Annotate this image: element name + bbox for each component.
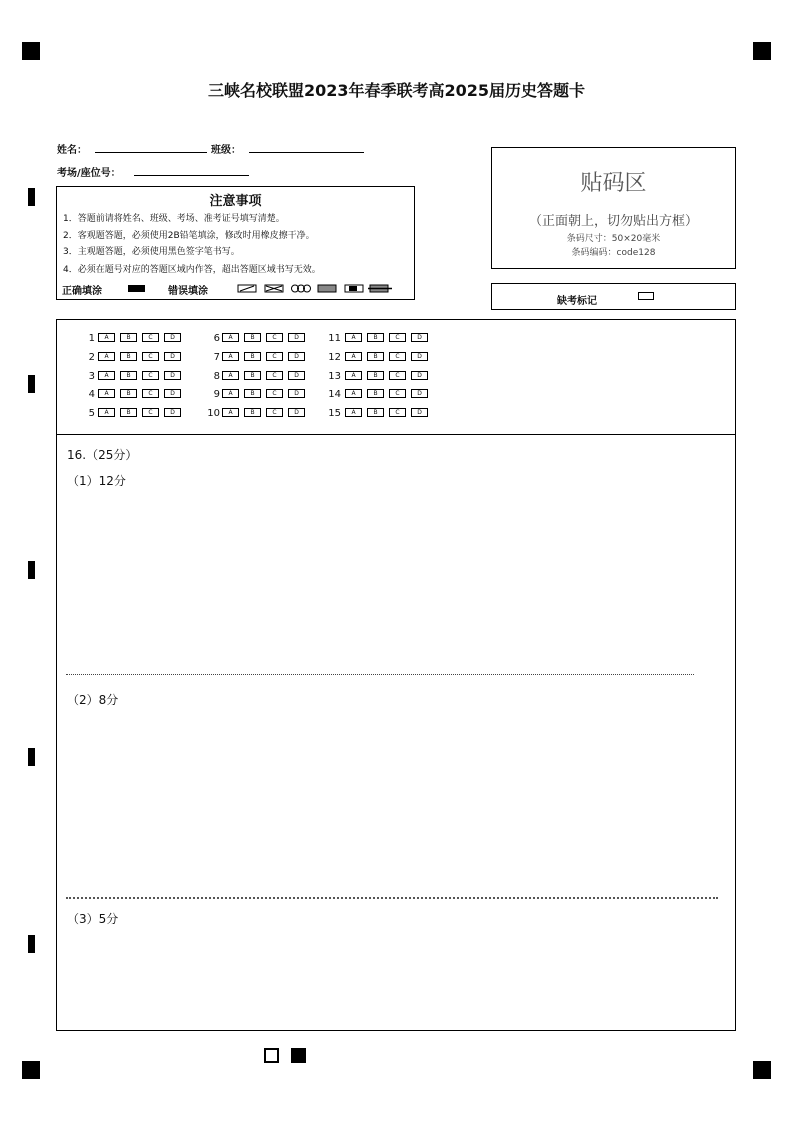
essay-section[interactable] <box>56 434 736 1031</box>
choice-bubble-a[interactable]: A <box>98 371 115 380</box>
choice-bubble-b[interactable]: B <box>367 408 384 417</box>
choice-bubble-a[interactable]: A <box>222 352 239 361</box>
absent-mark-checkbox[interactable] <box>638 292 654 300</box>
class-label: 班级： <box>211 145 241 156</box>
wrong-fill-label: 错误填涂 <box>168 286 208 297</box>
choice-bubble-d[interactable]: D <box>288 389 305 398</box>
barcode-code: 条码编码：code128 <box>571 248 656 258</box>
choice-bubble-d[interactable]: D <box>164 389 181 398</box>
choice-bubble-c[interactable]: C <box>389 333 406 342</box>
question-number: 15 <box>328 408 341 419</box>
choice-bubble-d[interactable]: D <box>288 371 305 380</box>
choice-bubble-d[interactable]: D <box>288 352 305 361</box>
choice-bubble-c[interactable]: C <box>389 352 406 361</box>
notice-title: 注意事项 <box>209 194 262 209</box>
wrong-fill-circle-sample <box>292 285 311 292</box>
choice-bubble-a[interactable]: A <box>222 333 239 342</box>
choice-bubble-d[interactable]: D <box>411 408 428 417</box>
choice-bubble-b[interactable]: B <box>244 408 261 417</box>
choice-bubble-a[interactable]: A <box>98 389 115 398</box>
question-number: 11 <box>328 333 341 344</box>
side-mark <box>28 561 35 579</box>
choice-bubble-d[interactable]: D <box>164 352 181 361</box>
choice-bubble-d[interactable]: D <box>411 389 428 398</box>
choice-bubble-a[interactable]: A <box>222 408 239 417</box>
question-number: 12 <box>328 352 341 363</box>
question-number: 8 <box>213 371 220 382</box>
choice-bubble-a[interactable]: A <box>98 333 115 342</box>
choice-bubble-a[interactable]: A <box>345 352 362 361</box>
notice-item: 3．主观题答题，必须使用黑色签字笔书写。 <box>63 247 240 257</box>
choice-bubble-c[interactable]: C <box>266 352 283 361</box>
name-field[interactable] <box>95 152 207 153</box>
choice-bubble-b[interactable]: B <box>367 352 384 361</box>
corner-mark-top-left <box>22 42 40 60</box>
question-number: 6 <box>213 333 220 344</box>
wrong-fill-slash-sample <box>238 285 256 292</box>
essay-question-heading: 16.（25分） <box>67 448 138 462</box>
notice-box <box>56 186 415 300</box>
choice-bubble-d[interactable]: D <box>288 408 305 417</box>
choice-bubble-c[interactable]: C <box>266 333 283 342</box>
choice-bubble-d[interactable]: D <box>164 408 181 417</box>
wrong-fill-light-sample <box>318 285 336 292</box>
choice-bubble-c[interactable]: C <box>266 408 283 417</box>
side-mark <box>28 748 35 766</box>
choice-bubble-c[interactable]: C <box>142 371 159 380</box>
question-number: 10 <box>207 408 220 419</box>
corner-mark-top-right <box>753 42 771 60</box>
barcode-title: 贴码区 <box>580 171 647 196</box>
page-mark-hollow <box>264 1048 279 1063</box>
choice-section <box>56 319 736 435</box>
corner-mark-bottom-right <box>753 1061 771 1079</box>
choice-bubble-a[interactable]: A <box>345 371 362 380</box>
part-divider <box>66 674 694 675</box>
choice-bubble-b[interactable]: B <box>120 352 137 361</box>
choice-bubble-b[interactable]: B <box>244 333 261 342</box>
barcode-size: 条码尺寸：50×20毫米 <box>566 234 661 244</box>
corner-mark-bottom-left <box>22 1061 40 1079</box>
barcode-area <box>491 147 736 269</box>
page-title: 三峡名校联盟2023年春季联考高2025届历史答题卡 <box>207 81 586 100</box>
question-number: 1 <box>88 333 95 344</box>
essay-part-1-label: （1）12分 <box>67 474 126 488</box>
essay-part-2-label: （2）8分 <box>67 693 119 707</box>
choice-bubble-c[interactable]: C <box>266 371 283 380</box>
wrong-fill-cross-sample <box>265 285 283 292</box>
absent-mark-box <box>491 283 736 310</box>
part-divider <box>66 897 718 899</box>
choice-bubble-b[interactable]: B <box>120 408 137 417</box>
page-mark-filled <box>291 1048 306 1063</box>
choice-bubble-d[interactable]: D <box>411 333 428 342</box>
wrong-fill-over-sample <box>368 285 392 292</box>
choice-bubble-a[interactable]: A <box>345 408 362 417</box>
choice-bubble-b[interactable]: B <box>120 389 137 398</box>
question-number: 7 <box>213 352 220 363</box>
choice-bubble-b[interactable]: B <box>244 352 261 361</box>
choice-bubble-a[interactable]: A <box>98 408 115 417</box>
choice-bubble-c[interactable]: C <box>266 389 283 398</box>
correct-fill-label: 正确填涂 <box>62 286 102 297</box>
question-number: 14 <box>328 389 341 400</box>
choice-bubble-c[interactable]: C <box>389 371 406 380</box>
choice-bubble-c[interactable]: C <box>389 389 406 398</box>
wrong-fill-half-sample <box>345 285 363 292</box>
question-number: 5 <box>88 408 95 419</box>
side-mark <box>28 935 35 953</box>
notice-item: 2．客观题答题，必须使用2B铅笔填涂，修改时用橡皮擦干净。 <box>63 231 315 241</box>
choice-bubble-b[interactable]: B <box>244 371 261 380</box>
choice-bubble-a[interactable]: A <box>222 371 239 380</box>
choice-bubble-d[interactable]: D <box>164 333 181 342</box>
choice-bubble-b[interactable]: B <box>120 371 137 380</box>
side-mark <box>28 188 35 206</box>
choice-bubble-c[interactable]: C <box>142 333 159 342</box>
seat-field[interactable] <box>134 175 249 176</box>
choice-bubble-a[interactable]: A <box>345 389 362 398</box>
wrong-fill-samples <box>237 283 397 294</box>
seat-label: 考场/座位号： <box>57 168 121 179</box>
side-mark <box>28 375 35 393</box>
choice-bubble-c[interactable]: C <box>389 408 406 417</box>
choice-bubble-c[interactable]: C <box>142 408 159 417</box>
question-number: 13 <box>328 371 341 382</box>
choice-bubble-b[interactable]: B <box>367 371 384 380</box>
correct-fill-sample <box>128 285 145 292</box>
notice-item: 1．答题前请将姓名、班级、考场、准考证号填写清楚。 <box>63 214 285 224</box>
choice-bubble-a[interactable]: A <box>222 389 239 398</box>
choice-bubble-d[interactable]: D <box>288 333 305 342</box>
choice-bubble-d[interactable]: D <box>411 352 428 361</box>
question-number: 9 <box>213 389 220 400</box>
class-field[interactable] <box>249 152 364 153</box>
choice-bubble-a[interactable]: A <box>98 352 115 361</box>
choice-bubble-a[interactable]: A <box>345 333 362 342</box>
choice-bubble-d[interactable]: D <box>164 371 181 380</box>
absent-mark-label: 缺考标记 <box>557 296 597 307</box>
notice-item: 4．必须在题号对应的答题区域内作答，超出答题区域书写无效。 <box>63 265 321 275</box>
question-number: 4 <box>88 389 95 400</box>
choice-bubble-b[interactable]: B <box>367 389 384 398</box>
question-number: 2 <box>88 352 95 363</box>
choice-bubble-c[interactable]: C <box>142 389 159 398</box>
essay-part-3-label: （3）5分 <box>67 912 119 926</box>
question-number: 3 <box>88 371 95 382</box>
choice-bubble-b[interactable]: B <box>244 389 261 398</box>
choice-bubble-c[interactable]: C <box>142 352 159 361</box>
choice-bubble-b[interactable]: B <box>120 333 137 342</box>
name-label: 姓名： <box>57 145 87 156</box>
barcode-instruction: （正面朝上，切勿贴出方框） <box>528 214 698 229</box>
choice-bubble-d[interactable]: D <box>411 371 428 380</box>
choice-bubble-b[interactable]: B <box>367 333 384 342</box>
